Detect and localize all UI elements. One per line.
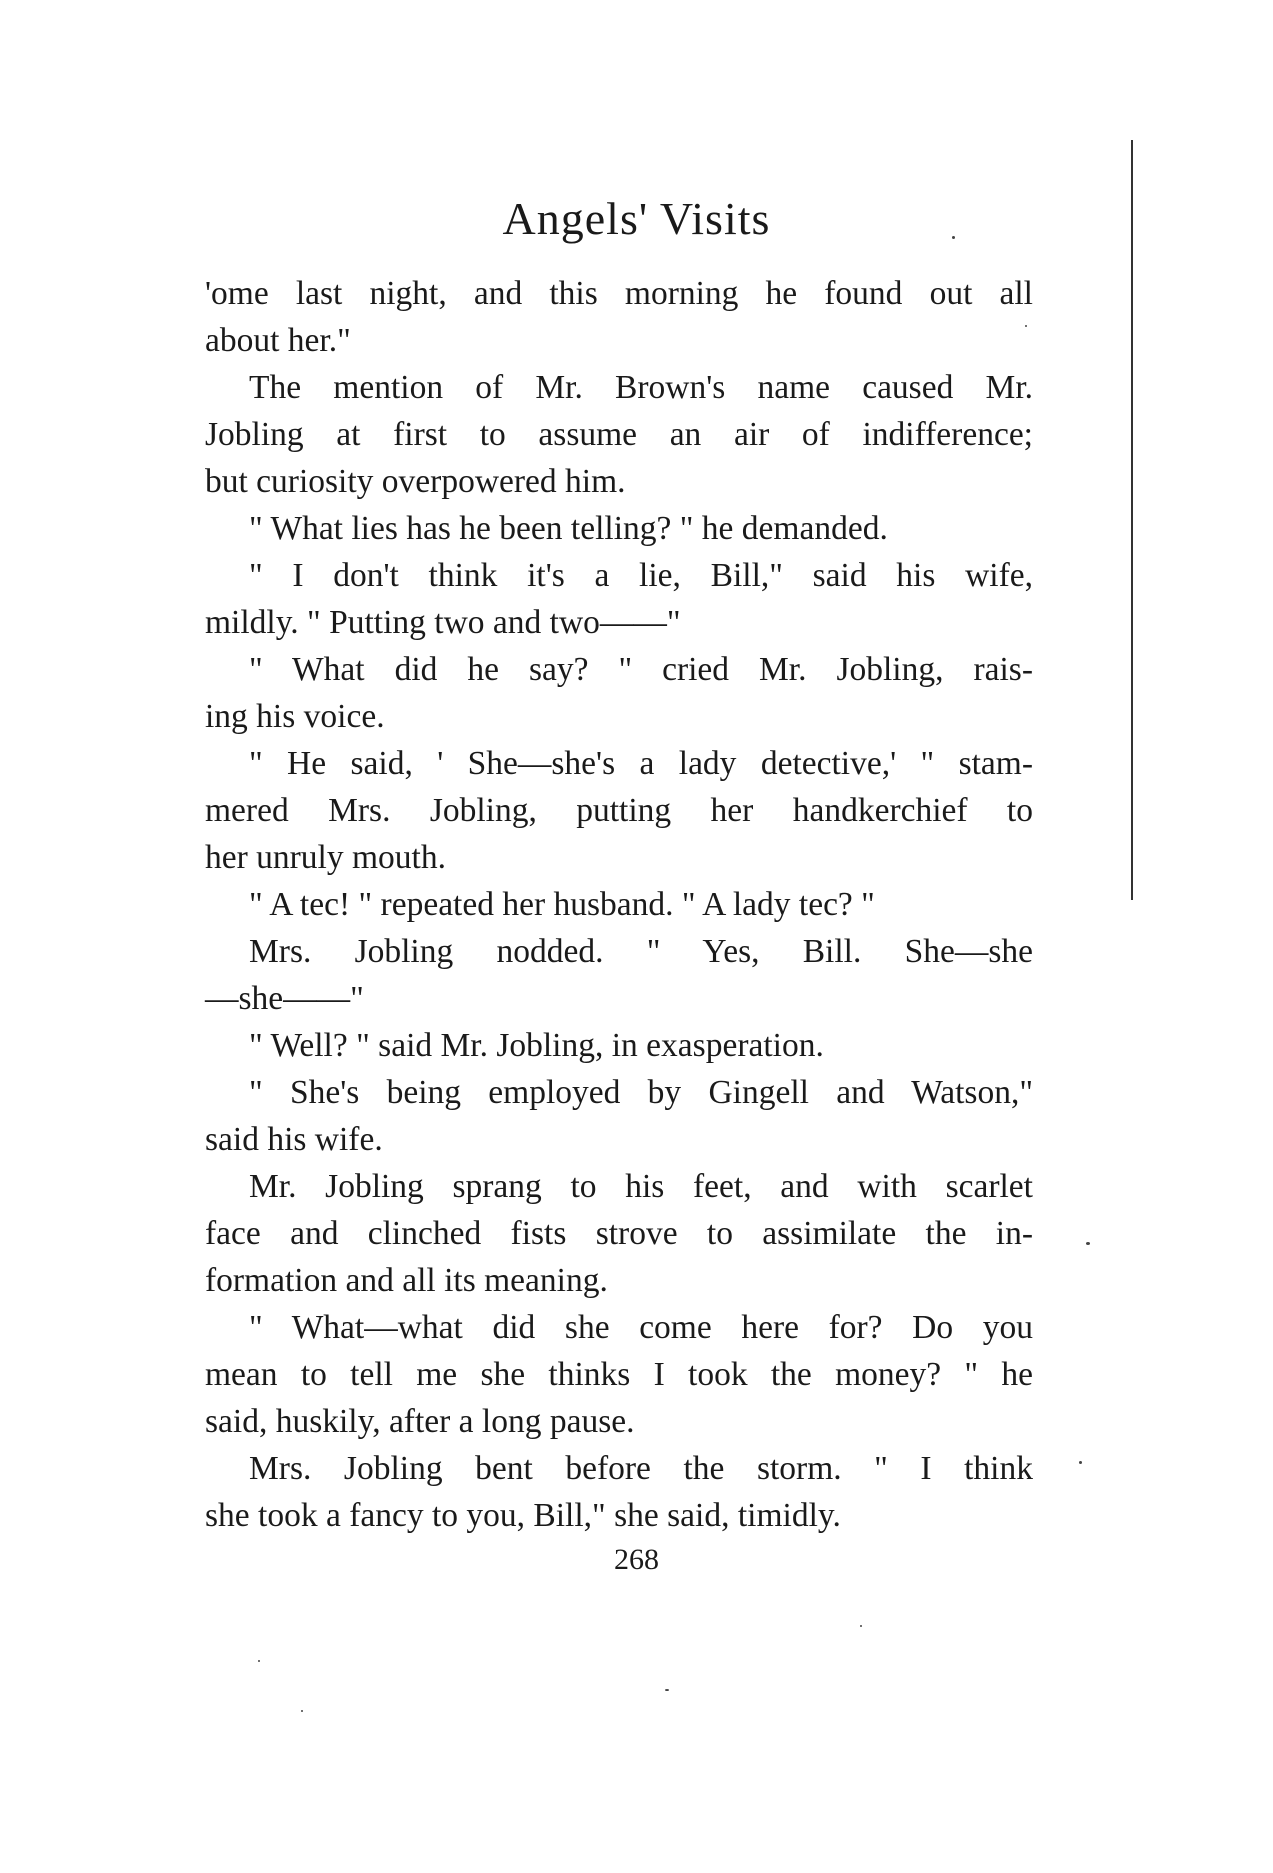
page-number: 268: [614, 1543, 659, 1576]
scan-speck: [258, 1660, 260, 1662]
text-line: said his wife.: [205, 1121, 383, 1158]
scan-speck: [1079, 1461, 1082, 1464]
text-line: but curiosity overpowered him.: [205, 463, 626, 500]
text-line: Mr. Jobling sprang to his feet, and with scarlet: [249, 1168, 1033, 1205]
text-line: mean to tell me she thinks I took the money? " he: [205, 1356, 1033, 1393]
text-line: 'ome last night, and this morning he found out all: [205, 275, 1033, 312]
scan-speck: [952, 236, 955, 239]
text-line: " I don't think it's a lie, Bill," said his wife,: [249, 557, 1033, 594]
text-line: ing his voice.: [205, 698, 385, 735]
text-line: " A tec! " repeated her husband. " A lady tec? ": [249, 886, 875, 923]
text-line: " What did he say? " cried Mr. Jobling, rais-: [249, 651, 1033, 688]
text-line: " What—what did she come here for? Do you: [249, 1309, 1033, 1346]
text-line: " What lies has he been telling? " he demanded.: [249, 510, 888, 547]
text-line: about her.": [205, 322, 351, 359]
text-line: " He said, ' She—she's a lady detective,' " stam-: [249, 745, 1033, 782]
text-line: formation and all its meaning.: [205, 1262, 608, 1299]
text-line: —she——": [205, 980, 364, 1017]
text-line: The mention of Mr. Brown's name caused Mr.: [249, 369, 1033, 406]
scan-speck: [1086, 1242, 1090, 1245]
text-line: " Well? " said Mr. Jobling, in exasperation.: [249, 1027, 824, 1064]
text-line: said, huskily, after a long pause.: [205, 1403, 635, 1440]
scan-speck: [860, 1625, 862, 1627]
scan-speck: [301, 1710, 303, 1712]
text-line: " She's being employed by Gingell and Watson,": [249, 1074, 1033, 1111]
body-text: [205, 270, 1033, 1539]
text-line: her unruly mouth.: [205, 839, 446, 876]
gutter-shadow-line: [1131, 140, 1133, 900]
text-line: mered Mrs. Jobling, putting her handkerchief to: [205, 792, 1033, 829]
text-line: she took a fancy to you, Bill," she said, timidly.: [205, 1497, 841, 1534]
text-line: Mrs. Jobling nodded. " Yes, Bill. She—she: [249, 933, 1033, 970]
scan-speck: [1025, 325, 1027, 327]
text-line: face and clinched fists strove to assimilate the in-: [205, 1215, 1033, 1252]
text-line: Mrs. Jobling bent before the storm. " I think: [249, 1450, 1033, 1487]
text-line: Jobling at first to assume an air of indifference;: [205, 416, 1033, 453]
running-head: Angels' Visits: [502, 193, 771, 244]
scan-speck: [665, 1689, 669, 1691]
text-line: mildly. " Putting two and two——": [205, 604, 681, 641]
